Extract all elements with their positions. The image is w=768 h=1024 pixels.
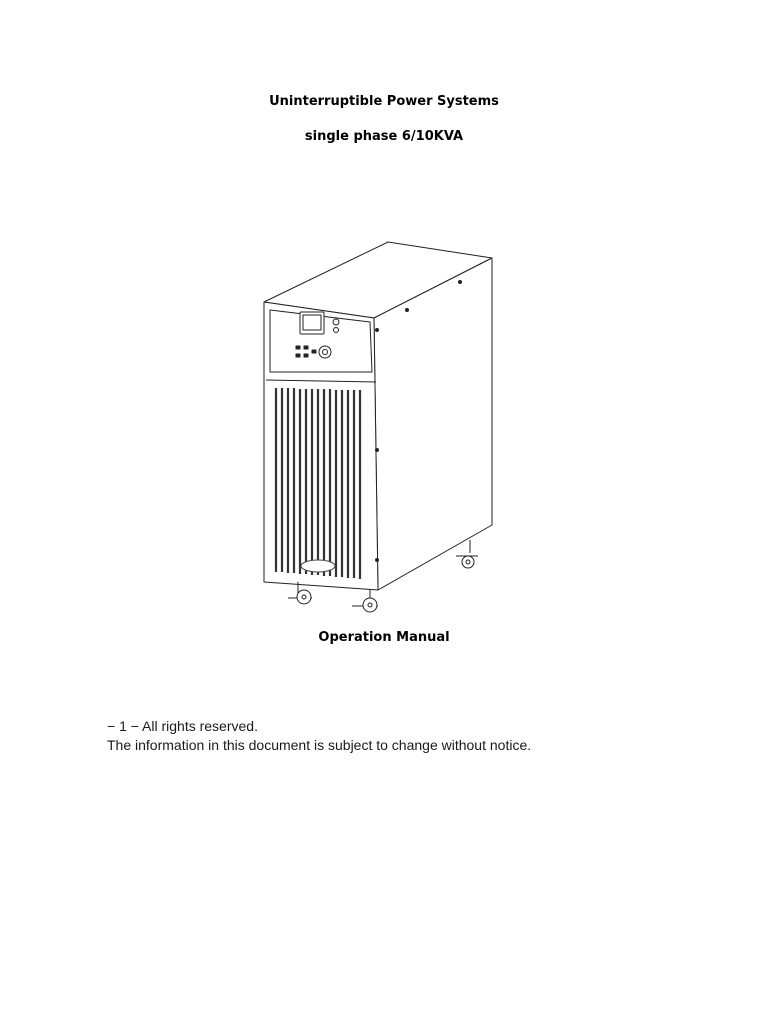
footer xyxy=(107,717,531,755)
manual-label: Operation Manual xyxy=(318,630,450,645)
change-notice: The information in this document is subject to change without notice. xyxy=(107,737,532,753)
ups-tower-cabinet-icon xyxy=(256,238,500,616)
page-number-rights: − 1 − All rights reserved. xyxy=(107,718,258,734)
document-title: Uninterruptible Power Systems xyxy=(269,94,499,109)
document-subtitle: single phase 6/10KVA xyxy=(304,129,464,144)
